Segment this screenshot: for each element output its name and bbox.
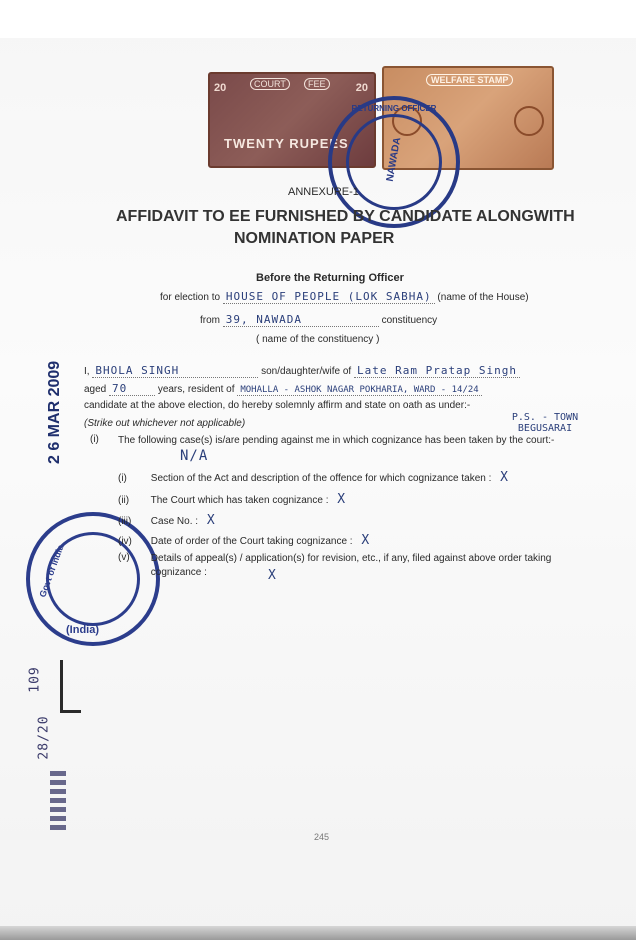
seal-top-center: NAWADA	[384, 136, 404, 183]
subitem-row	[118, 470, 509, 485]
annexure-label: ANNEXURE-1	[288, 186, 359, 198]
subitem-number: (ii)	[118, 495, 130, 506]
item1-answer: N/A	[180, 448, 209, 464]
candidate-age: 70	[109, 382, 155, 396]
subitem-row	[118, 492, 346, 507]
subitem-text: Section of the Act and description of the offence for which cognizance taken :	[150, 473, 492, 484]
relation-label: son/daughter/wife of	[261, 366, 352, 377]
welfare-stamp-label: WELFARE STAMP	[426, 74, 513, 86]
welfare-emblem-right	[514, 106, 544, 136]
strike-note: (Strike out whichever not applicable)	[84, 418, 246, 429]
seal-top-text: RETURNING OFFICER	[351, 104, 437, 113]
subitem-mark: X	[361, 533, 371, 548]
subitem-mark: X	[337, 492, 347, 507]
left-seal-center: (India)	[66, 624, 99, 636]
subitem-text: Date of order of the Court taking cognizance :	[150, 536, 353, 547]
subitem-mark: X	[268, 568, 277, 583]
candidate-address: MOHALLA - ASHOK NAGAR POKHARIA, WARD - 14/24	[237, 385, 481, 396]
candidate-name: BHOLA SINGH	[92, 364, 258, 378]
subitem-text: Case No. :	[150, 516, 199, 527]
bottom-edge-shadow	[0, 926, 636, 940]
election-line	[160, 290, 529, 304]
subitem-row	[118, 552, 588, 583]
margin-note-2: 28/20	[36, 715, 52, 760]
i-label: I,	[84, 366, 90, 377]
subitem-row	[118, 533, 370, 548]
top-edge-shadow	[0, 0, 636, 38]
court-fee-bottom-label: TWENTY RUPEES	[224, 136, 349, 151]
subitem-mark: X	[206, 513, 216, 528]
from-label: from	[200, 315, 220, 326]
affidavit-title-line1: AFFIDAVIT TO EE FURNISHED BY CANDIDATE ALONGWITH	[116, 208, 575, 225]
item1-number: (i)	[90, 434, 99, 445]
subitem-text: Details of appeal(s) / application(s) for revision, etc., if any, filed against above order taking cognizance :	[150, 553, 552, 578]
house-value: HOUSE OF PEOPLE (LOK SABHA)	[223, 290, 435, 304]
received-date-stamp: 2 6 MAR 2009	[46, 360, 63, 464]
resident-label: years, resident of	[157, 384, 235, 395]
police-station: P.S. - TOWN BEGUSARAI	[511, 412, 579, 434]
affidavit-title-line2: NOMINATION PAPER	[234, 230, 395, 247]
election-prefix: for election to	[160, 292, 221, 303]
item1-text: The following case(s) is/are pending against me in which cognizance has been taken by the court:-	[118, 435, 555, 446]
oath-line: candidate at the above election, do hereby solemnly affirm and state on oath as under:-	[84, 400, 471, 411]
page-number: 245	[314, 832, 330, 842]
court-fee-fee-label: FEE	[304, 78, 330, 90]
constituency-value: 39, NAWADA	[223, 313, 379, 327]
aged-line	[84, 382, 482, 396]
subitem-row	[118, 513, 216, 528]
candidate-line	[84, 364, 520, 378]
house-suffix: (name of the House)	[437, 292, 529, 303]
subitem-text: The Court which has taken cognizance :	[150, 495, 329, 506]
subitem-mark: X	[500, 470, 509, 485]
constituency-note: ( name of the constituency )	[256, 334, 380, 345]
aged-label: aged	[84, 384, 107, 395]
returning-officer-heading: Before the Returning Officer	[256, 272, 404, 284]
left-seal-text: Govt of India	[37, 543, 66, 599]
subitem-number: (v)	[118, 552, 130, 563]
margin-note-1: 109	[27, 666, 43, 693]
constituency-line	[200, 313, 437, 327]
subitem-number: (iii)	[118, 516, 132, 527]
subitem-number: (i)	[118, 473, 127, 484]
constituency-suffix: constituency	[381, 315, 438, 326]
court-fee-right-value: 20	[355, 82, 368, 94]
father-name: Late Ram Pratap Singh	[354, 364, 520, 378]
margin-stamp-mark	[50, 770, 66, 830]
court-fee-top-label: COURT	[250, 78, 290, 90]
margin-bracket	[60, 660, 81, 713]
court-fee-left-value: 20	[214, 82, 227, 94]
subitem-number: (iv)	[118, 536, 132, 547]
